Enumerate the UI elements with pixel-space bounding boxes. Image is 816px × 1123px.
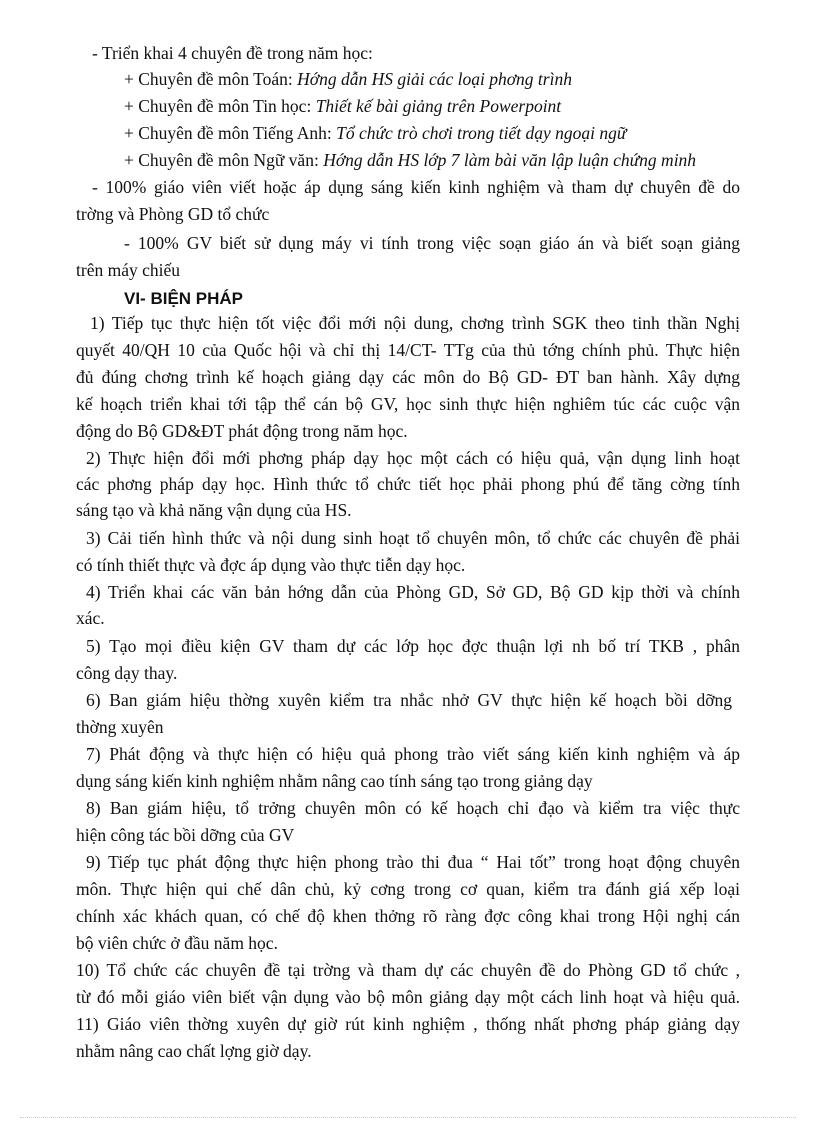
item-9-line-3: chính xác khách quan, có chế độ khen thởng rõ ràng đợc công khai trong Hội nghị cán	[76, 906, 740, 926]
item-5-line-1: 5) Tạo mọi điều kiện GV tham dự các lớp học đợc thuận lợi nh bố trí TKB , phân	[86, 636, 740, 656]
item-7-line-1: 7) Phát động và thực hiện có hiệu quả phong trào viết sáng kiến kinh nghiệm và áp	[86, 744, 740, 764]
topic-english: + Chuyên đề môn Tiếng Anh: Tổ chức trò chơi trong tiết dạy ngoại ngữ	[124, 123, 627, 143]
item-1-line-3: đủ đúng chơng trình kế hoạch giảng dạy các môn do Bộ GD- ĐT ban hành. Xây dựng	[76, 367, 740, 387]
item-10-line-2: từ đó mỗi giáo viên biết vận dụng vào bộ môn giảng dạy một cách linh hoạt và hiệu quả.	[76, 987, 740, 1007]
item-7-line-2: dụng sáng kiến kinh nghiệm nhằm nâng cao tính sáng tạo trong giảng dạy	[76, 771, 593, 791]
item-1-line-5: động do Bộ GD&ĐT phát động trong năm học.	[76, 421, 408, 441]
item-11-line-2: nhằm nâng cao chất lợng giờ dạy.	[76, 1041, 312, 1061]
item-10-line-1: 10) Tổ chức các chuyên đề tại trờng và tham dự các chuyên đề do Phòng GD tổ chức ,	[76, 960, 740, 980]
item-9-line-1: 9) Tiếp tục phát động thực hiện phong trào thi đua “ Hai tốt” trong hoạt động chuyên	[86, 852, 740, 872]
section-heading: VI- BIỆN PHÁP	[124, 289, 244, 308]
goal2-line1: - 100% GV biết sử dụng máy vi tính trong việc soạn giáo án và biết soạn giảng	[124, 233, 740, 253]
topic-math: + Chuyên đề môn Toán: Hớng dẫn HS giải các loại phơng trình	[124, 69, 572, 89]
item-9-line-4: bộ viên chức ở đầu năm học.	[76, 933, 278, 953]
item-1-line-4: kế hoạch triển khai tới tập thể cán bộ GV, học sinh thực hiện nghiêm túc các cuộc vận	[76, 394, 740, 414]
deploy-line: - Triển khai 4 chuyên đề trong năm học:	[92, 43, 373, 63]
item-1-line-1: 1) Tiếp tục thực hiện tốt việc đổi mới nội dung, chơng trình SGK theo tinh thần Nghị	[90, 313, 740, 333]
item-8-line-2: hiện công tác bồi dỡng của GV	[76, 825, 295, 845]
item-9-line-2: môn. Thực hiện qui chế dân chủ, kỷ cơng trong cơ quan, kiểm tra đánh giá xếp loại	[76, 879, 740, 899]
goal1-line2: trờng và Phòng GD tổ chức	[76, 204, 270, 224]
item-3-line-2: có tính thiết thực và đợc áp dụng vào thực tiễn dạy học.	[76, 555, 466, 575]
goal2-line2: trên máy chiếu	[76, 260, 180, 280]
item-4-line-1: 4) Triển khai các văn bản hớng dẫn của Phòng GD, Sở GD, Bộ GD kịp thời và chính	[86, 582, 740, 602]
item-2-line-1: 2) Thực hiện đổi mới phơng pháp dạy học một cách có hiệu quả, vận dụng linh hoạt	[86, 448, 740, 468]
goal1-line1: - 100% giáo viên viết hoặc áp dụng sáng kiến kinh nghiệm và tham dự chuyên đề do	[92, 177, 740, 197]
topic-literature: + Chuyên đề môn Ngữ văn: Hớng dẫn HS lớp 7 làm bài văn lập luận chứng minh	[124, 150, 697, 170]
item-8-line-1: 8) Ban giám hiệu, tổ trởng chuyên môn có kế hoạch chỉ đạo và kiểm tra việc thực	[86, 798, 740, 818]
item-4-line-2: xác.	[76, 608, 105, 628]
item-11-line-1: 11) Giáo viên thờng xuyên dự giờ rút kinh nghiệm , thống nhất phơng pháp giảng dạy	[76, 1014, 740, 1034]
item-2-line-3: sáng tạo và khả năng vận dụng của HS.	[76, 500, 352, 520]
item-3-line-1: 3) Cải tiến hình thức và nội dung sinh hoạt tổ chuyên môn, tổ chức các chuyên đề phải	[86, 528, 740, 548]
item-2-line-2: các phơng pháp dạy học. Hình thức tổ chức tiết học phải phong phú để tăng cờng tính	[76, 474, 740, 494]
item-1-line-2: quyết 40/QH 10 của Quốc hội và chỉ thị 14/CT- TTg của thủ tớng chính phủ. Thực hiện	[76, 340, 740, 360]
topic-informatics: + Chuyên đề môn Tin học: Thiết kế bài giảng trên Powerpoint	[124, 96, 562, 116]
item-5-line-2: công dạy thay.	[76, 663, 178, 683]
item-6-line-2: thờng xuyên	[76, 717, 164, 737]
item-6-line-1: 6) Ban giám hiệu thờng xuyên kiểm tra nhắc nhở GV thực hiện kế hoạch bồi dỡng	[86, 690, 732, 710]
page-bottom-divider	[20, 1117, 796, 1118]
